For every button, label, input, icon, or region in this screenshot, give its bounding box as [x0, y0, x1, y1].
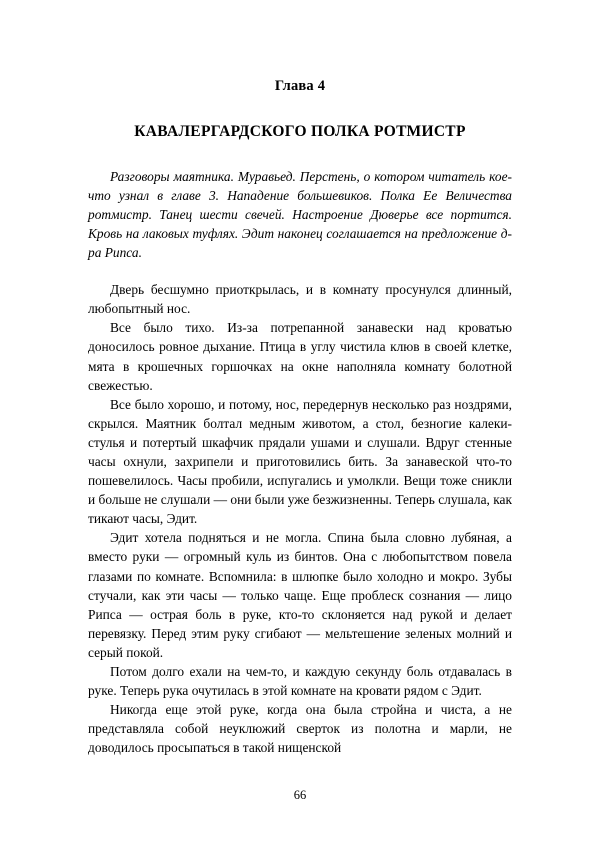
paragraph: Эдит хотела подняться и не могла. Спина была словно лубяная, а вместо руки — огромный куль из бинтов. Она с любопытством повела глазами по комнате. Вспомнила: в шлюпке было холодно и мокро. Зубы стучали, как эти часы — только чаще. Еще проблеск сознания — лицо Рипса — острая боль в руке, кто-то склоняется над рукой и делает перевязку. Перед этим руку сгибают — мельтешение зеленых молний и серый покой. [88, 530, 512, 660]
paragraph: Дверь бесшумно приоткрылась, и в комнату просунулся длинный, любопытный нос. [88, 282, 512, 317]
body-text [88, 280, 512, 757]
chapter-synopsis: Разговоры маятника. Муравьед. Перстень, о котором читатель кое-что узнал в главе 3. Нападение большевиков. Полка Ее Величества ротмистр. Танец шести свечей. Настроение Дюверье все портится. Кровь на лаковых туфлях. Эдит наконец соглашается на предложение д-ра Рипса. [88, 169, 512, 261]
paragraph: Никогда еще этой руке, когда она была стройна и чиста, а не представляла собой неуклюжий сверток из полотна и марли, не доводилось просыпаться в такой нищенской [88, 702, 512, 756]
paragraph: Все было тихо. Из-за потрепанной занавески над кроватью доносилось ровное дыхание. Птица в углу чистила клюв в своей клетке, мята в крошечных горшочках на окне наполняла комнату болотной свежестью. [88, 320, 512, 393]
chapter-number: Глава 4 [274, 78, 326, 94]
paragraph: Все было хорошо, и потому, нос, передернув несколько раз ноздрями, скрылся. Маятник болтал медным животом, а стол, безногие калеки-стулья и потертый шкафчик прядали ушами и слушали. Вдруг стенные часы охнули, захрипели и приготовились бить. За занавеской что-то пошевелилось. Часы пробили, испугались и умолкли. Вещи тоже сникли и больше не слушали — они были уже безжизненны. Теперь слушала, как тикают часы, Эдит. [88, 396, 512, 527]
paragraph: Потом долго ехали на чем-то, и каждую секунду боль отдавалась в руке. Теперь рука очутилась в этой комнате на кровати рядом с Эдит. [88, 664, 512, 699]
page-number: 66 [293, 788, 307, 802]
chapter-title: КАВАЛЕРГАРДСКОГО ПОЛКА РОТМИСТР [134, 123, 466, 140]
